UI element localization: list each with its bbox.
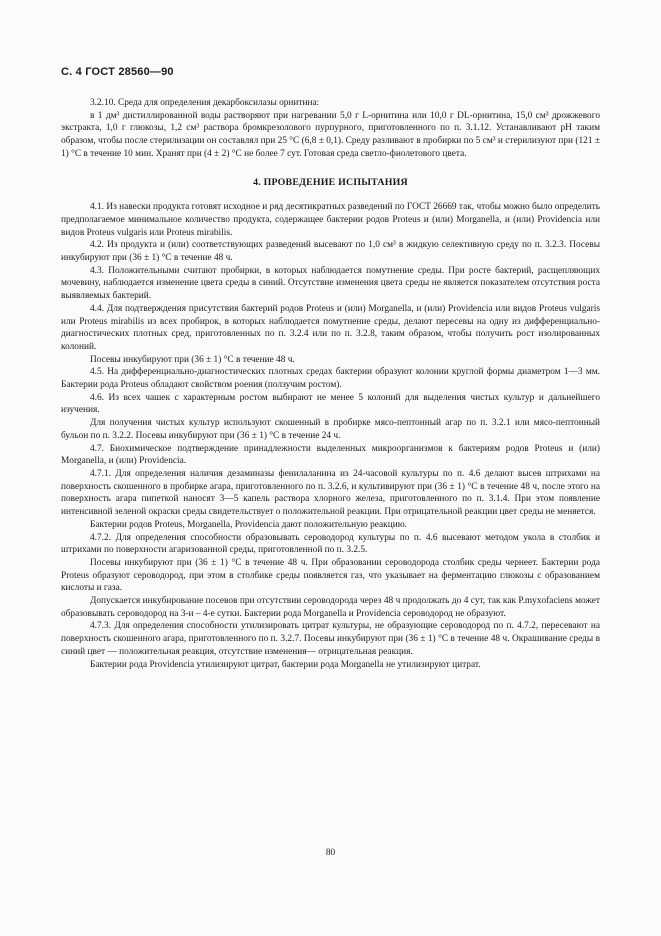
paragraph-4-6: 4.6. Из всех чашек с характерным ростом выбирают не менее 5 колоний для выделения чистых культур и дальнейшего изучения. (61, 392, 600, 416)
paragraph-4-7-3-result: Бактерии рода Providencia утилизируют цитрат, бактерии рода Morganella не утилизируют цитрат. (90, 659, 481, 670)
paragraph-4-7-2-incubation: Посевы инкубируют при (36 ± 1) °С в течение 48 ч. При образовании сероводорода столбик среды чернеет. Бактерии рода Proteus образуют сероводород, при этом в столбике среды появляется газ, что указывает на ферментацию глюкозы с образованием кислоты и газа. (61, 557, 600, 594)
paragraph-4-7-3: 4.7.3. Для определения способности утилизировать цитрат культуры, не образующие сероводород по п. 4.7.2, пересевают на поверхность скошенного агара, приготовленного по п. 3.2.7. Посевы инкубируют при (36 ± 1) °С в течение 48 ч. Окрашивание среды в синий цвет — положительная реакция, отсутствие изменения— отрицательная реакция. (61, 621, 600, 657)
paragraph-4-7-1-result: Бактерии родов Proteus, Morganella, Providencia дают положительную реакцию. (90, 519, 408, 530)
running-head: С. 4 ГОСТ 28560—90 (61, 66, 174, 78)
paragraph-4-7: 4.7. Биохимическое подтверждение принадлежности выделенных микроорганизмов к бактериям родов Proteus и (или) Morganella, и (или) Providencia. (61, 443, 600, 467)
paragraph-4-4: 4.4. Для подтверждения присутствия бактерий родов Proteus и (или) Morganella, и (или) Providencia или видов Proteus vulgaris или Proteus mirabilis из всех пробирок, в которых наблюдается помутнение среды, делают пересевы на одну из дифференциально-диагностических плотных сред, приготовленных по п. 3.2.4 или по п. 3.2.8, таким образом, чтобы получить рост изолированных колоний. (61, 303, 600, 352)
paragraph-4-1: 4.1. Из навески продукта готовят исходное и ряд десятикратных разведений по ГОСТ 26669 так, чтобы можно было определить предполагаемое минимальное количество продукта, содержащее бактерии родов Proteus и (или) Morganella, и (или) Providencia или видов Proteus vulgaris или Proteus mirabilis. (61, 202, 600, 238)
paragraph-3-2-10: 3.2.10. Среда для определения декарбоксилазы орнитина: (90, 98, 320, 108)
paragraph-4-4-incubation: Посевы инкубируют при (36 ± 1) °С в течение 48 ч. (90, 354, 295, 365)
section-title: 4. ПРОВЕДЕНИЕ ИСПЫТАНИЯ (253, 176, 408, 188)
paragraph-ornithine-medium: в 1 дм³ дистиллированной воды растворяют при нагревании 5,0 г L-орнитина или 10,0 г DL-орнитина, 15,0 см³ дрожжевого экстракта, 1,0 г глюкозы, 1,2 см³ раствора бромкрезолового пурпурного, приготовленного по п. 3.1.12. Устанавливают pH таким образом, чтобы после стерилизации он составлял при 25 °С (6,8 ± 0,1). Среду разливают в пробирки по 5 см³ и стерилизуют при (121 ± 1) °С в течение 10 мин. Хранят при (4 ± 2) °С не более 7 сут. Готовая среда светло-фиолетового цвета. (61, 110, 600, 159)
paragraph-4-6-pure-cultures: Для получения чистых культур используют скошенный в пробирке мясо-пептонный агар по п. 3.2.1 или мясо-пептонный бульон по п. 3.2.2. Посевы инкубируют при (36 ± 1) °С в течение 24 ч. (61, 418, 600, 441)
paragraph-4-2: 4.2. Из продукта и (или) соответствующих разведений высевают по 1,0 см³ в жидкую селективную среду по п. 3.2.3. Посевы инкубируют при (36 ± 1) °С в течение 48 ч. (61, 240, 600, 264)
page-number: 80 (325, 848, 336, 858)
paragraph-4-7-1: 4.7.1. Для определения наличия дезаминазы фенилаланина из 24-часовой культуры по п. 4.6 делают высев штрихами на поверхность скошенного в пробирке агара, приготовленного по п. 3.2.6, и культивируют при (36 ± 1) °С в течение 48 ч, после этого на поверхность агара пипеткой наносят 3—5 капель раствора хлорного железа, приготовленного по п. 3.1.4. При этом появление интенсивной зеленой окраски среды свидетельствует о положительной реакции. При отрицательной реакции цвет среды не меняется. (61, 468, 600, 518)
paragraph-4-7-2: 4.7.2. Для определения способности образовывать сероводород культуры по п. 4.6 высевают методом укола в столбик и штрихами по поверхности агаризованной среды, приготовленной по п. 3.2.5. (61, 532, 600, 556)
paragraph-4-5: 4.5. На дифференциально-диагностических плотных средах бактерии образуют колонии круглой формы диаметром 1—3 мм. Бактерии рода Proteus обладают свойством роения (ползучим ростом). (61, 367, 600, 391)
paragraph-4-7-2-extended: Допускается инкубирование посевов при отсутствии сероводорода через 48 ч продолжать до 4 сут, так как P.myxofaciens может образовывать сероводород на 3-и – 4-е сутки. Бактерии рода Morganella и Providencia сероводород не образуют. (61, 596, 600, 619)
document-body (61, 97, 600, 671)
paragraph-4-3: 4.3. Положительными считают пробирки, в которых наблюдается помутнение среды. При росте бактерий, расщепляющих мочевину, наблюдается изменение цвета среды в синий. Отсутствие изменения цвета среды не является показателем отсутствия роста выявляемых бактерий. (61, 265, 600, 302)
